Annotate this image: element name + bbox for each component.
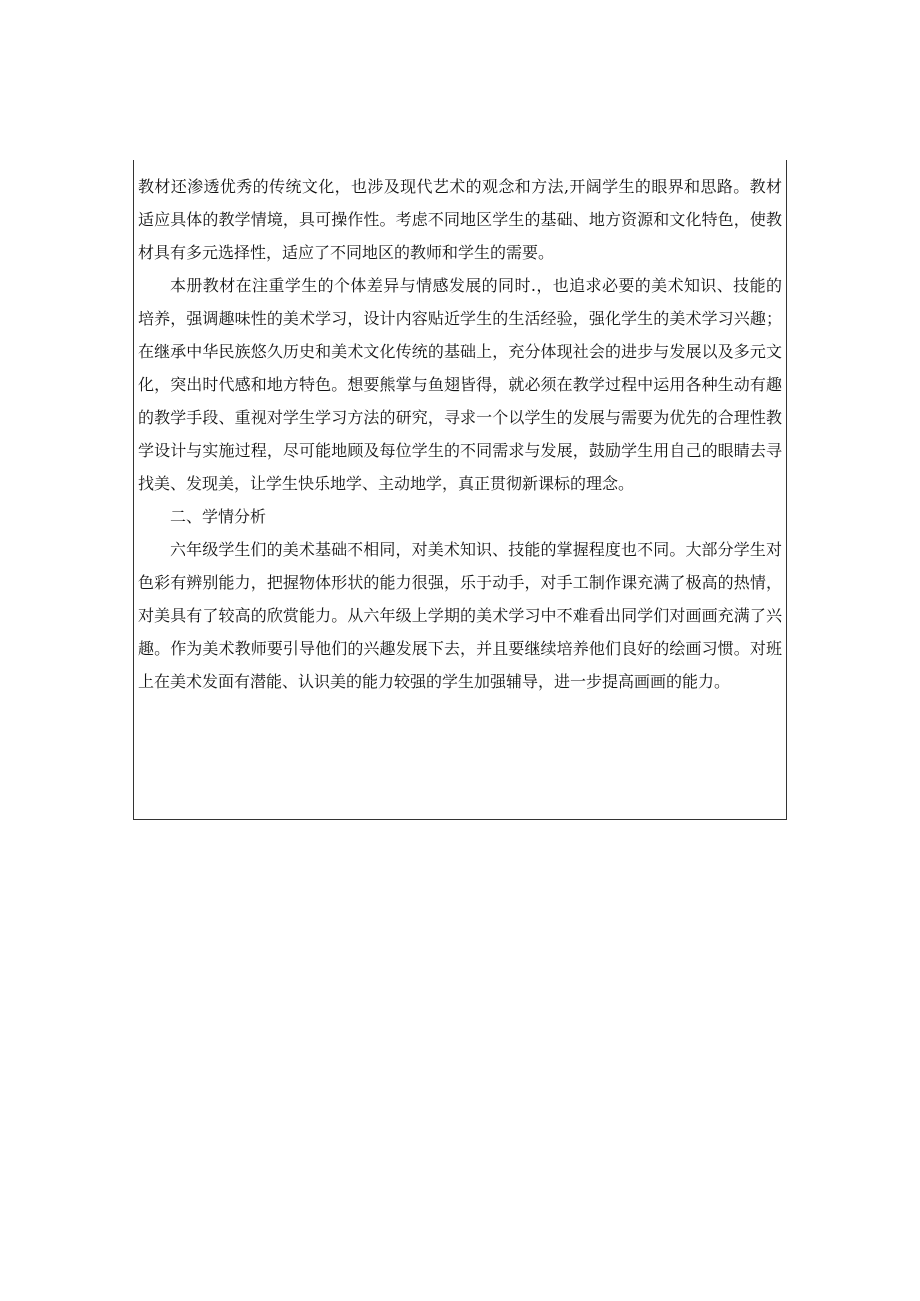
paragraph-textbook-culture: 教材还渗透优秀的传统文化，也涉及现代艺术的观念和方法,开阔学生的眼界和思路。教材适应具体的教学情境，具可操作性。考虑不同地区学生的基础、地方资源和文化特色，使教材具有多元选择性，适应了不同地区的教师和学生的需要。 [138,177,782,262]
paragraph-textbook-goals: 本册教材在注重学生的个体差异与情感发展的同时.，也追求必要的美术知识、技能的培养，强调趣味性的美术学习，设计内容贴近学生的生活经验，强化学生的美术学习兴趣；在继承中华民族悠久历史和美术文化传统的基础上，充分体现社会的进步与发展以及多元文化，突出时代感和地方特色。想要熊掌与鱼翅皆得，就必须在教学过程中运用各种生动有趣的教学手段、重视对学生学习方法的研究，寻求一个以学生的发展与需要为优先的合理性教学设计与实施过程，尽可能地顾及每位学生的不同需求与发展，鼓励学生用自己的眼睛去寻找美、发现美，让学生快乐地学、主动地学，真正贯彻新课标的理念。 [138,276,782,493]
section-heading-student-analysis: 二、学情分析 [170,507,267,526]
table-cell-content [133,160,787,820]
paragraph-student-analysis: 六年级学生们的美术基础不相同，对美术知识、技能的掌握程度也不同。大部分学生对色彩有辨别能力，把握物体形状的能力很强，乐于动手，对手工制作课充满了极高的热情，对美具有了较高的欣赏能力。从六年级上学期的美术学习中不难看出同学们对画画充满了兴趣。作为美术教师要引导他们的兴趣发展下去，并且要继续培养他们良好的绘画习惯。对班上在美术发面有潜能、认识美的能力较强的学生加强辅导，进一步提高画画的能力。 [138,540,782,691]
